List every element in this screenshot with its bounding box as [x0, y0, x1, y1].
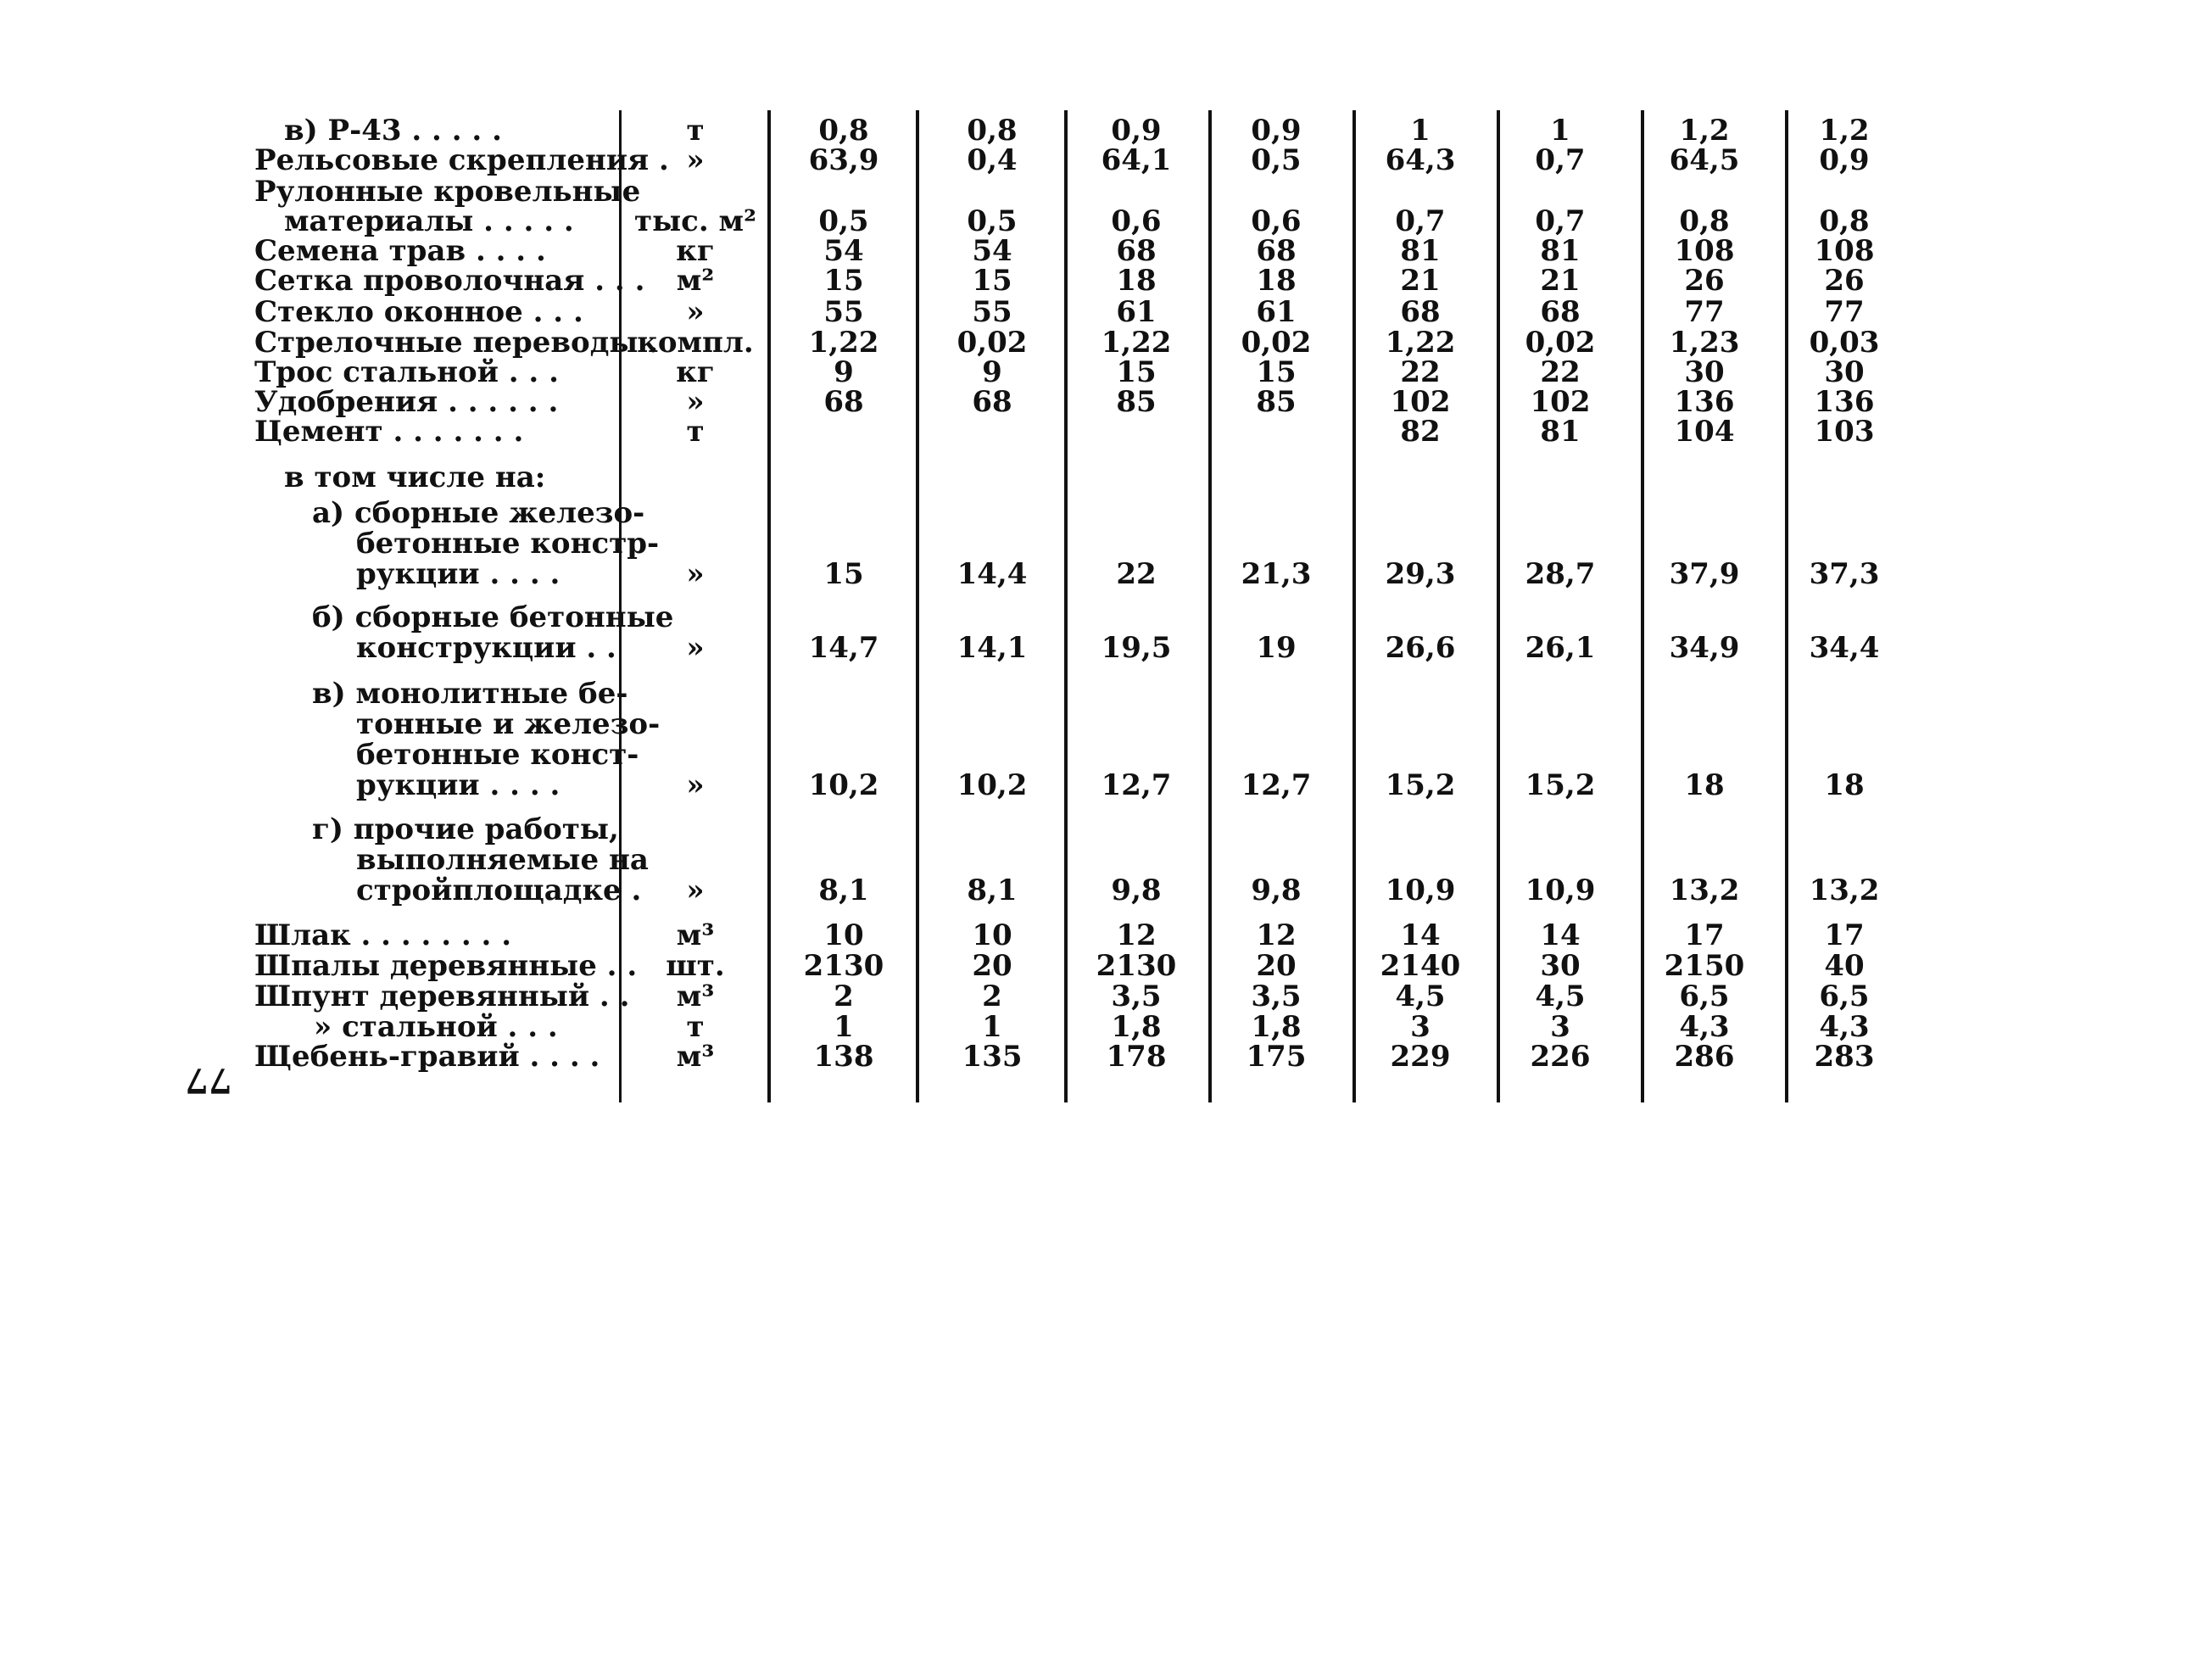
table-cell: 37,3 [1809, 557, 1880, 591]
row-unit: м³ [676, 918, 715, 952]
table-cell: 15,2 [1525, 768, 1596, 802]
table-cell: 68 [1540, 295, 1581, 329]
table-cell: 18 [1116, 264, 1157, 298]
table-cell: 10,9 [1525, 873, 1596, 907]
table-cell: 82 [1400, 415, 1441, 449]
table-cell: 9,8 [1251, 873, 1302, 907]
table-cell: 26 [1684, 264, 1725, 298]
table-cell: 104 [1674, 415, 1735, 449]
sub-row-text: г) прочие работы, [312, 812, 619, 846]
sub-row-text: рукции . . . . [356, 557, 561, 591]
table-cell: 108 [1814, 234, 1875, 268]
table-cell: 19 [1256, 631, 1297, 665]
table-cell: 15 [1116, 355, 1157, 389]
table-cell: 102 [1530, 385, 1591, 419]
table-cell: 108 [1674, 234, 1735, 268]
table-cell: 64,3 [1385, 143, 1456, 177]
table-cell: 1 [982, 1010, 1002, 1044]
table-cell: 1,22 [1101, 326, 1172, 360]
table-cell: 77 [1824, 295, 1865, 329]
row-name: Шпунт деревянный . . [254, 980, 630, 1013]
row-name: Шлак . . . . . . . . [254, 918, 512, 952]
table-cell: 2140 [1380, 949, 1461, 983]
table-cell: 9,8 [1111, 873, 1162, 907]
row-unit: » [686, 631, 705, 665]
table-cell: 12,7 [1101, 768, 1172, 802]
table-cell: 1,23 [1669, 326, 1740, 360]
table-cell: 55 [972, 295, 1012, 329]
sub-row-text: а) сборные железо- [312, 496, 645, 530]
row-unit: т [686, 415, 705, 449]
table-cell: 21,3 [1241, 557, 1312, 591]
table-cell: 26 [1824, 264, 1865, 298]
table-cell: 81 [1400, 234, 1441, 268]
table-cell: 12 [1256, 918, 1297, 952]
table-cell: 0,8 [1679, 204, 1730, 238]
table-cell: 4,3 [1819, 1010, 1870, 1044]
table-cell: 135 [962, 1040, 1023, 1074]
table-cell: 0,9 [1111, 114, 1162, 148]
row-name: Щебень-гравий . . . . [254, 1040, 600, 1074]
table-cell: 3 [1550, 1010, 1570, 1044]
table-cell: 0,5 [967, 204, 1018, 238]
table-cell: 61 [1116, 295, 1157, 329]
table-cell: 15,2 [1385, 768, 1456, 802]
table-cell: 15 [972, 264, 1012, 298]
row-name: Стекло оконное . . . [254, 295, 583, 329]
table-cell: 1 [1550, 114, 1570, 148]
row-name: Цемент . . . . . . . [254, 415, 524, 449]
table-cell: 81 [1540, 234, 1581, 268]
row-unit: т [686, 1010, 705, 1044]
table-cell: 0,5 [818, 204, 869, 238]
sub-row-text: выполняемые на [356, 843, 649, 877]
table-cell: 2150 [1664, 949, 1745, 983]
table-cell: 85 [1116, 385, 1157, 419]
table-cell: 0,02 [1241, 326, 1312, 360]
table-cell: 0,7 [1535, 143, 1586, 177]
row-unit: м³ [676, 980, 715, 1013]
table-cell: 14,4 [956, 557, 1028, 591]
table-cell: 21 [1400, 264, 1441, 298]
row-name: Трос стальной . . . [254, 355, 559, 389]
table-cell: 9 [834, 355, 854, 389]
row-name: в) Р-43 . . . . . [284, 114, 502, 148]
table-cell: 54 [823, 234, 864, 268]
table-cell: 77 [1684, 295, 1725, 329]
table-cell: 136 [1674, 385, 1735, 419]
table-cell: 10 [823, 918, 864, 952]
table-cell: 10,2 [956, 768, 1028, 802]
table-cell: 26,1 [1525, 631, 1596, 665]
table-cell: 64,5 [1669, 143, 1740, 177]
table-cell: 18 [1256, 264, 1297, 298]
table-cell: 1,2 [1679, 114, 1730, 148]
sub-row-text: рукции . . . . [356, 768, 561, 802]
table-cell: 20 [972, 949, 1012, 983]
table-cell: 14 [1400, 918, 1441, 952]
table-cell: 13,2 [1809, 873, 1880, 907]
table-cell: 4,5 [1535, 980, 1586, 1013]
table-cell: 4,5 [1395, 980, 1446, 1013]
table-cell: 136 [1814, 385, 1875, 419]
table-cell: 14,7 [808, 631, 879, 665]
table-cell: 14,1 [956, 631, 1028, 665]
table-cell: 12,7 [1241, 768, 1312, 802]
table-cell: 28,7 [1525, 557, 1596, 591]
table-cell: 102 [1390, 385, 1451, 419]
table-cell: 0,02 [956, 326, 1028, 360]
table-cell: 1,2 [1819, 114, 1870, 148]
table-cell: 0,6 [1251, 204, 1302, 238]
table-cell: 2130 [803, 949, 884, 983]
row-unit: кг [676, 234, 715, 268]
table-cell: 103 [1814, 415, 1875, 449]
table-cell: 0,02 [1525, 326, 1596, 360]
table-cell: 85 [1256, 385, 1297, 419]
sub-row-text: бетонные конст- [356, 738, 639, 772]
row-name: Стрелочные переводы . [254, 326, 659, 360]
table-cell: 0,8 [967, 114, 1018, 148]
row-name: » стальной . . . [314, 1010, 558, 1044]
column-rule [916, 110, 919, 1102]
table-cell: 0,9 [1819, 143, 1870, 177]
row-name: Сетка проволочная . . . [254, 264, 645, 298]
sub-row-text: бетонные констр- [356, 527, 660, 561]
table-cell: 286 [1674, 1040, 1735, 1074]
table-cell: 30 [1684, 355, 1725, 389]
table-cell: 40 [1824, 949, 1865, 983]
table-cell: 15 [823, 557, 864, 591]
table-cell: 10,2 [808, 768, 879, 802]
table-cell: 19,5 [1101, 631, 1172, 665]
sub-row-text: стройплощадке . [356, 873, 642, 907]
column-rule [1064, 110, 1068, 1102]
table-cell: 34,9 [1669, 631, 1740, 665]
table-cell: 15 [1256, 355, 1297, 389]
table-cell: 17 [1824, 918, 1865, 952]
row-unit: » [686, 768, 705, 802]
row-unit: » [686, 557, 705, 591]
row-unit: шт. [666, 949, 725, 983]
table-cell: 138 [813, 1040, 874, 1074]
table-cell: 229 [1390, 1040, 1451, 1074]
table-cell: 6,5 [1679, 980, 1730, 1013]
row-name: Семена трав . . . . [254, 234, 546, 268]
table-cell: 9 [982, 355, 1002, 389]
table-cell: 2 [982, 980, 1002, 1013]
table-cell: 0,03 [1809, 326, 1880, 360]
table-cell: 21 [1540, 264, 1581, 298]
row-unit: т [686, 114, 705, 148]
table-cell: 10,9 [1385, 873, 1456, 907]
table-cell: 1 [1410, 114, 1431, 148]
row-unit: м² [676, 264, 715, 298]
page-number: 77 [185, 1060, 232, 1100]
sub-row-text: в) монолитные бе- [312, 677, 628, 711]
table-cell: 2 [834, 980, 854, 1013]
table-cell: 29,3 [1385, 557, 1456, 591]
table-cell: 30 [1540, 949, 1581, 983]
table-cell: 68 [1400, 295, 1441, 329]
table-cell: 34,4 [1809, 631, 1880, 665]
table-cell: 17 [1684, 918, 1725, 952]
table-cell: 3,5 [1251, 980, 1302, 1013]
table-cell: 175 [1246, 1040, 1307, 1074]
table-cell: 15 [823, 264, 864, 298]
row-name: материалы . . . . . [284, 204, 574, 238]
sub-row-text: тонные и железо- [356, 707, 661, 741]
table-cell: 0,5 [1251, 143, 1302, 177]
row-name: Удобрения . . . . . . [254, 385, 559, 419]
row-unit: м³ [676, 1040, 715, 1074]
table-cell: 0,4 [967, 143, 1018, 177]
table-cell: 6,5 [1819, 980, 1870, 1013]
table-cell: 1,8 [1251, 1010, 1302, 1044]
table-cell: 178 [1106, 1040, 1167, 1074]
table-cell: 10 [972, 918, 1012, 952]
table-cell: 8,1 [967, 873, 1018, 907]
table-cell: 3 [1410, 1010, 1431, 1044]
table-cell: 54 [972, 234, 1012, 268]
table-cell: 2130 [1096, 949, 1177, 983]
table-cell: 1,22 [1385, 326, 1456, 360]
table-cell: 0,7 [1535, 204, 1586, 238]
table-cell: 81 [1540, 415, 1581, 449]
table-cell: 22 [1116, 557, 1157, 591]
table-cell: 0,6 [1111, 204, 1162, 238]
table-cell: 0,8 [1819, 204, 1870, 238]
table-cell: 12 [1116, 918, 1157, 952]
table-cell: 4,3 [1679, 1010, 1730, 1044]
row-unit: кг [676, 355, 715, 389]
sub-row-text: б) сборные бетонные [312, 600, 674, 634]
table-cell: 68 [1256, 234, 1297, 268]
table-cell: 68 [972, 385, 1012, 419]
table-cell: 20 [1256, 949, 1297, 983]
table-cell: 1 [834, 1010, 854, 1044]
table-cell: 55 [823, 295, 864, 329]
table-cell: 8,1 [818, 873, 869, 907]
table-cell: 26,6 [1385, 631, 1456, 665]
row-name: Шпалы деревянные . . [254, 949, 638, 983]
section-heading: в том числе на: [284, 460, 546, 494]
table-cell: 22 [1400, 355, 1441, 389]
table-cell: 226 [1530, 1040, 1591, 1074]
table-cell: 283 [1814, 1040, 1875, 1074]
table-cell: 18 [1824, 768, 1865, 802]
row-unit: » [686, 143, 705, 177]
table-cell: 64,1 [1101, 143, 1172, 177]
table-cell: 13,2 [1669, 873, 1740, 907]
row-unit: тыс. м² [634, 204, 756, 238]
table-cell: 68 [1116, 234, 1157, 268]
table-cell: 0,7 [1395, 204, 1446, 238]
row-name: Рулонные кровельные [254, 175, 641, 209]
table-cell: 14 [1540, 918, 1581, 952]
table-cell: 68 [823, 385, 864, 419]
table-cell: 18 [1684, 768, 1725, 802]
row-unit: компл. [637, 326, 754, 360]
row-unit: » [686, 873, 705, 907]
row-name: Рельсовые скрепления . [254, 143, 669, 177]
row-unit: » [686, 385, 705, 419]
table-cell: 1,22 [808, 326, 879, 360]
table-cell: 61 [1256, 295, 1297, 329]
table-cell: 63,9 [808, 143, 879, 177]
table-cell: 22 [1540, 355, 1581, 389]
row-unit: » [686, 295, 705, 329]
table-cell: 0,9 [1251, 114, 1302, 148]
table-cell: 37,9 [1669, 557, 1740, 591]
table-cell: 30 [1824, 355, 1865, 389]
table-cell: 3,5 [1111, 980, 1162, 1013]
table-cell: 1,8 [1111, 1010, 1162, 1044]
sub-row-text: конструкции . . [356, 631, 616, 665]
table-cell: 0,8 [818, 114, 869, 148]
